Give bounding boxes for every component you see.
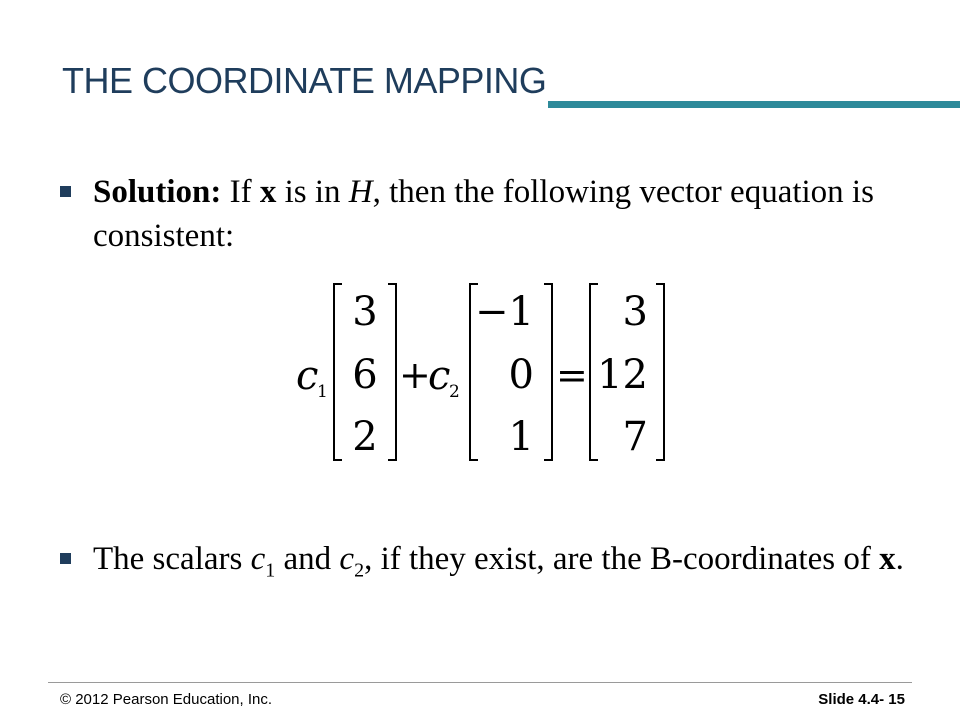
bullet-text-segment: is in	[276, 174, 349, 210]
coefficient-c1: c	[296, 353, 319, 399]
scalar-c2: c	[339, 541, 355, 577]
bullet-text	[60, 537, 940, 581]
subspace-h: H	[348, 174, 373, 210]
bullet-solution	[60, 170, 940, 258]
scalar-c2-subscript: 2	[354, 559, 365, 582]
matrix2-entry: 1	[508, 414, 534, 460]
matrix1-left-bracket	[334, 284, 342, 460]
bullet-text-segment: If	[221, 174, 260, 210]
matrix1-entry: 3	[352, 289, 378, 335]
matrix2-entry: −1	[475, 289, 534, 335]
vector-equation	[290, 280, 670, 465]
slide-number: Slide 4.4- 15	[818, 691, 905, 708]
matrix3-entry: 12	[597, 352, 648, 398]
scalar-c1-subscript: 1	[265, 559, 276, 582]
bullet-text	[60, 170, 940, 258]
square-bullet-icon	[60, 186, 71, 197]
bullet-text-segment: , if they exist, are the B-coordinates of	[364, 541, 880, 577]
matrix1-right-bracket	[388, 284, 396, 460]
coefficient-c2-subscript: 2	[449, 382, 460, 402]
equals-sign: =	[556, 353, 588, 397]
equation-svg	[290, 280, 670, 465]
scalar-c1: c	[250, 541, 266, 577]
coefficient-c1-subscript: 1	[317, 382, 328, 402]
vector-x: x	[259, 174, 277, 210]
bullet-text-segment: .	[895, 541, 904, 577]
matrix3-entry: 7	[622, 414, 648, 460]
matrix2-entry: 0	[508, 352, 534, 398]
plus-sign: +	[399, 353, 431, 397]
matrix1-entry: 2	[352, 414, 378, 460]
square-bullet-icon	[60, 553, 71, 564]
bullet-text-segment: , then the following vector equation is consistent:	[93, 174, 874, 254]
slide-title: THE COORDINATE MAPPING	[62, 60, 547, 101]
matrix1-entry: 6	[352, 352, 378, 398]
matrix2-right-bracket	[544, 284, 552, 460]
bullet-scalars	[60, 537, 940, 581]
footer-rule	[48, 682, 912, 683]
bullet-text-segment: and	[275, 541, 340, 577]
bullet-text-segment: The scalars	[93, 541, 251, 577]
coefficient-c2: c	[428, 353, 451, 399]
vector-x: x	[879, 541, 896, 577]
footer-copyright: © 2012 Pearson Education, Inc.	[60, 691, 273, 708]
bullet-lead: Solution:	[93, 174, 222, 210]
title-accent-rule	[548, 101, 960, 108]
matrix3-right-bracket	[656, 284, 664, 460]
matrix3-entry: 3	[622, 289, 648, 335]
